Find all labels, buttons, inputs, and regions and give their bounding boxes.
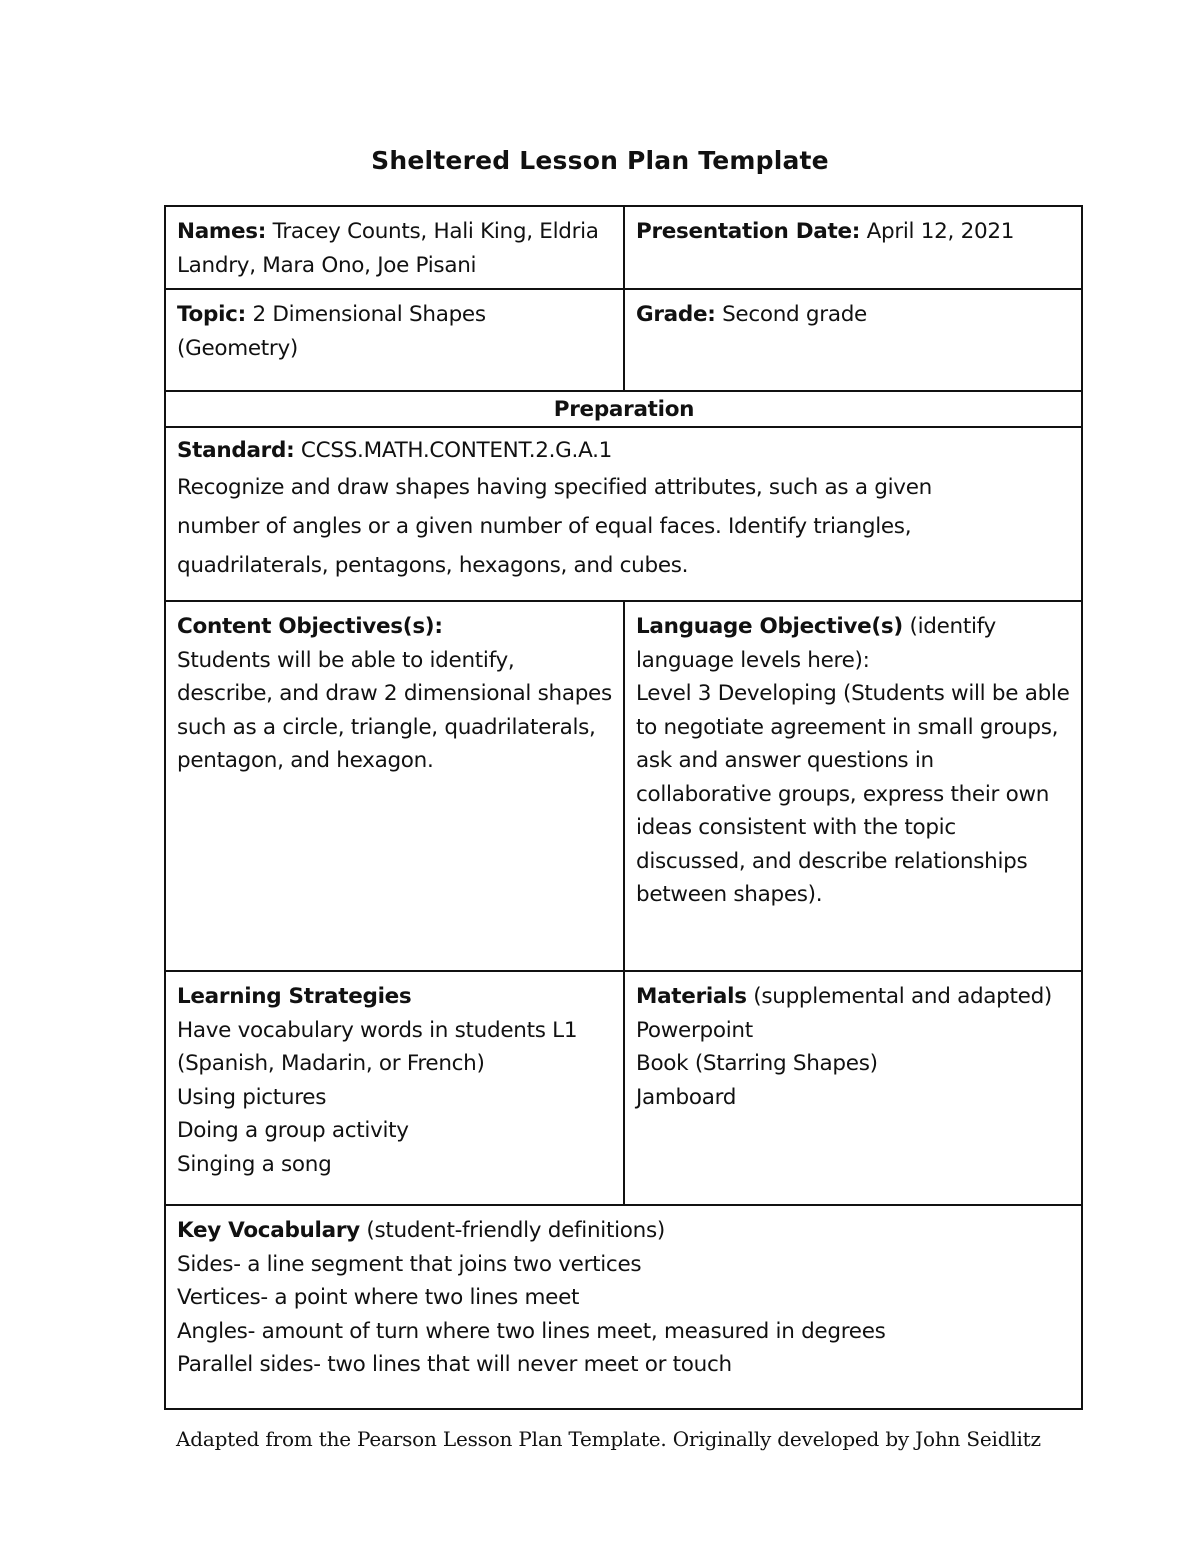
- language-objectives-cell: [624, 601, 1082, 971]
- materials-label: Materials: [636, 984, 747, 1009]
- topic-label: Topic:: [177, 302, 246, 327]
- footer-attribution: Adapted from the Pearson Lesson Plan Template. Originally developed by John Seidlitz: [176, 1427, 1041, 1451]
- standard-heading-line: [177, 434, 1071, 468]
- presentation-date-value: April 12, 2021: [866, 219, 1015, 244]
- language-objectives-text: Level 3 Developing (Students will be able to negotiate agreement in small groups, ask and answer questions in collaborative groups, express their own ideas consistent with the topic discussed, and describe relationships between shapes).: [636, 681, 1070, 907]
- standard-text-line: quadrilaterals, pentagons, hexagons, and cubes.: [177, 552, 689, 578]
- grade-label: Grade:: [636, 302, 716, 327]
- learning-strategies-cell: [165, 971, 624, 1205]
- presentation-date-label: Presentation Date:: [636, 219, 861, 244]
- list-item: Doing a group activity: [177, 1118, 409, 1143]
- list-item: Parallel sides- two lines that will never meet or touch: [177, 1352, 732, 1377]
- language-objectives-note: (identify language levels here):: [636, 614, 996, 673]
- table-row-vocabulary: [165, 1205, 1082, 1409]
- list-item: Have vocabulary words in students L1 (Spanish, Madarin, or French): [177, 1017, 578, 1076]
- preparation-heading-cell: [165, 391, 1082, 427]
- table-row-strategies-materials: [165, 971, 1082, 1205]
- table-row-names-date: [165, 206, 1082, 289]
- language-objectives-label: Language Objective(s): [636, 614, 903, 639]
- table-row-preparation: [165, 391, 1082, 427]
- table-row-topic-grade: [165, 289, 1082, 391]
- key-vocabulary-heading-line: [177, 1214, 1071, 1248]
- topic-value: 2 Dimensional Shapes (Geometry): [177, 302, 486, 361]
- list-item: Angles- amount of turn where two lines meet, measured in degrees: [177, 1318, 886, 1344]
- list-item: Using pictures: [177, 1084, 327, 1110]
- key-vocabulary-cell: [165, 1205, 1082, 1409]
- content-objectives-cell: [165, 601, 624, 971]
- content-objectives-label: Content Objectives(s):: [177, 614, 443, 639]
- content-objectives-text: Students will be able to identify, describe, and draw 2 dimensional shapes such as a circle, triangle, quadrilaterals, pentagon, and hexagon.: [177, 647, 612, 773]
- table-row-standard: [165, 427, 1082, 601]
- names-label: Names:: [177, 219, 267, 244]
- list-item: Singing a song: [177, 1151, 332, 1177]
- list-item: Vertices- a point where two lines meet: [177, 1285, 580, 1310]
- lesson-plan-table: [164, 205, 1083, 1410]
- materials-note: (supplemental and adapted): [753, 984, 1053, 1009]
- standard-code: CCSS.MATH.CONTENT.2.G.A.1: [300, 438, 613, 463]
- topic-cell: [165, 289, 624, 391]
- names-value: Tracey Counts, Hali King, Eldria Landry, Mara Ono, Joe Pisani: [177, 219, 599, 278]
- preparation-heading: Preparation: [553, 397, 695, 422]
- key-vocabulary-note: (student-friendly definitions): [366, 1218, 665, 1243]
- names-cell: [165, 206, 624, 289]
- materials-cell: [624, 971, 1082, 1205]
- grade-value: Second grade: [722, 302, 867, 327]
- list-item: Jamboard: [636, 1084, 737, 1110]
- learning-strategies-label: Learning Strategies: [177, 984, 412, 1009]
- standard-cell: [165, 427, 1082, 601]
- presentation-date-cell: [624, 206, 1082, 289]
- grade-cell: [624, 289, 1082, 391]
- table-row-objectives: [165, 601, 1082, 971]
- list-item: Book (Starring Shapes): [636, 1051, 878, 1076]
- list-item: Powerpoint: [636, 1017, 753, 1043]
- standard-label: Standard:: [177, 438, 295, 463]
- key-vocabulary-label: Key Vocabulary: [177, 1218, 360, 1243]
- standard-text-line: number of angles or a given number of equal faces. Identify triangles,: [177, 513, 912, 539]
- list-item: Sides- a line segment that joins two vertices: [177, 1251, 642, 1277]
- document-title: Sheltered Lesson Plan Template: [371, 146, 829, 175]
- standard-text-line: Recognize and draw shapes having specified attributes, such as a given: [177, 474, 932, 500]
